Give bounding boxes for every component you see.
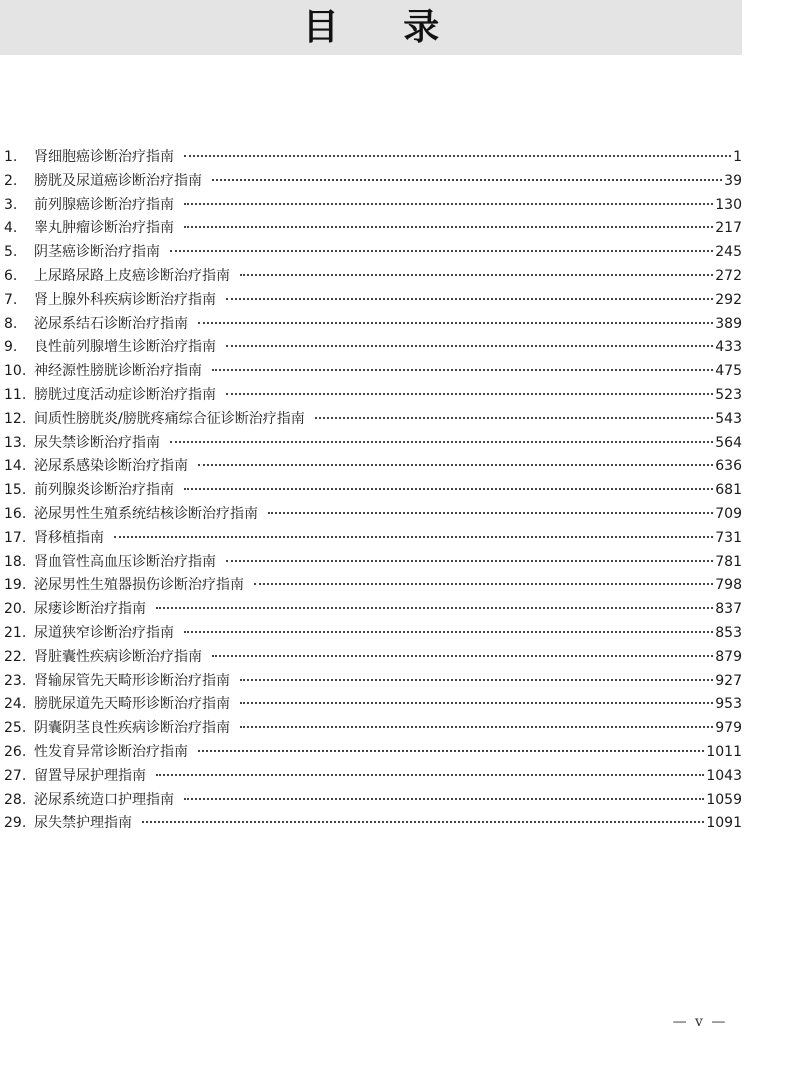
toc-dot-leader <box>240 702 713 704</box>
toc-entry[interactable] <box>0 265 742 289</box>
toc-entry[interactable] <box>0 527 742 551</box>
toc-dot-leader <box>184 155 731 157</box>
toc-entry-title: 泌尿男性生殖器损伤诊断治疗指南 <box>34 577 244 594</box>
toc-entry-number: 4. <box>4 220 18 237</box>
toc-entry-page: 781 <box>715 553 742 570</box>
toc-entry[interactable] <box>0 289 742 313</box>
toc-entry-number: 9. <box>4 339 18 356</box>
toc-entry[interactable] <box>0 789 742 813</box>
toc-entry[interactable] <box>0 765 742 789</box>
toc-entry[interactable] <box>0 146 742 170</box>
toc-entry-page: 1043 <box>706 767 742 784</box>
toc-dot-leader <box>315 417 714 419</box>
toc-dot-leader <box>226 560 713 562</box>
toc-dot-leader <box>212 179 722 181</box>
toc-entry-number: 22. <box>4 648 27 665</box>
toc-entry-title: 阴茎癌诊断治疗指南 <box>34 244 160 261</box>
toc-entry-number: 6. <box>4 267 18 284</box>
toc-entry-number: 19. <box>4 577 27 594</box>
toc-entry-page: 731 <box>715 529 742 546</box>
toc-entry-page: 292 <box>715 291 742 308</box>
toc-dot-leader <box>268 512 713 514</box>
toc-entry[interactable] <box>0 313 742 337</box>
toc-entry-title: 前列腺炎诊断治疗指南 <box>34 482 174 499</box>
toc-dot-leader <box>156 774 704 776</box>
toc-entry-number: 26. <box>4 743 27 760</box>
table-of-contents <box>0 146 742 836</box>
toc-entry-page: 879 <box>715 648 742 665</box>
toc-entry-title: 肾血管性高血压诊断治疗指南 <box>34 553 216 570</box>
toc-entry-page: 217 <box>715 220 742 237</box>
toc-entry[interactable] <box>0 551 742 575</box>
toc-entry[interactable] <box>0 812 742 836</box>
toc-entry-number: 13. <box>4 434 27 451</box>
toc-entry-number: 29. <box>4 815 27 832</box>
toc-entry-title: 睾丸肿瘤诊断治疗指南 <box>34 220 174 237</box>
toc-entry[interactable] <box>0 598 742 622</box>
toc-entry-title: 良性前列腺增生诊断治疗指南 <box>34 339 216 356</box>
toc-entry-page: 979 <box>715 720 742 737</box>
toc-entry[interactable] <box>0 646 742 670</box>
toc-entry-page: 130 <box>715 196 742 213</box>
toc-entry-page: 1 <box>733 149 742 165</box>
toc-entry-number: 25. <box>4 720 27 737</box>
toc-entry-title: 膀胱尿道先天畸形诊断治疗指南 <box>34 696 230 713</box>
toc-entry[interactable] <box>0 432 742 456</box>
toc-entry-title: 留置导尿护理指南 <box>34 767 146 784</box>
toc-entry-number: 21. <box>4 624 27 641</box>
toc-entry[interactable] <box>0 360 742 384</box>
toc-dot-leader <box>240 726 713 728</box>
toc-dot-leader <box>240 679 713 681</box>
toc-entry-page: 709 <box>715 505 742 522</box>
toc-entry-title: 前列腺癌诊断治疗指南 <box>34 196 174 213</box>
page-title: 目 录 <box>302 6 466 48</box>
toc-entry[interactable] <box>0 503 742 527</box>
toc-entry-title: 肾上腺外科疾病诊断治疗指南 <box>34 291 216 308</box>
toc-entry[interactable] <box>0 384 742 408</box>
toc-dot-leader <box>198 322 713 324</box>
toc-entry-number: 28. <box>4 791 27 808</box>
toc-entry-title: 尿失禁诊断治疗指南 <box>34 434 160 451</box>
toc-entry[interactable] <box>0 455 742 479</box>
toc-dot-leader <box>184 798 704 800</box>
toc-entry-title: 膀胱过度活动症诊断治疗指南 <box>34 386 216 403</box>
toc-entry-title: 尿道狭窄诊断治疗指南 <box>34 624 174 641</box>
toc-entry-number: 16. <box>4 505 27 522</box>
toc-entry-page: 636 <box>715 458 742 475</box>
toc-entry-page: 953 <box>715 696 742 713</box>
toc-dot-leader <box>254 583 713 585</box>
toc-dot-leader <box>212 369 713 371</box>
toc-entry[interactable] <box>0 170 742 194</box>
toc-dot-leader <box>184 203 713 205</box>
toc-entry-title: 肾移植指南 <box>34 529 104 546</box>
toc-entry-page: 798 <box>715 577 742 594</box>
toc-entry-page: 837 <box>715 601 742 618</box>
toc-entry-number: 17. <box>4 529 27 546</box>
toc-entry-number: 7. <box>4 291 18 308</box>
toc-entry-number: 20. <box>4 601 27 618</box>
toc-dot-leader <box>184 226 713 228</box>
toc-entry-title: 上尿路尿路上皮癌诊断治疗指南 <box>34 267 230 284</box>
toc-entry[interactable] <box>0 336 742 360</box>
toc-dot-leader <box>184 631 713 633</box>
toc-entry-number: 3. <box>4 196 18 213</box>
toc-entry[interactable] <box>0 670 742 694</box>
toc-entry-title: 膀胱及尿道癌诊断治疗指南 <box>34 172 202 189</box>
toc-entry-page: 564 <box>715 434 742 451</box>
toc-dot-leader <box>226 345 713 347</box>
toc-entry-number: 23. <box>4 672 27 689</box>
toc-entry-number: 5. <box>4 244 18 261</box>
toc-dot-leader <box>240 274 713 276</box>
toc-entry-page: 543 <box>715 410 742 427</box>
toc-entry-number: 12. <box>4 410 27 427</box>
toc-entry-page: 1059 <box>706 791 742 808</box>
toc-entry[interactable] <box>0 241 742 265</box>
toc-entry[interactable] <box>0 217 742 241</box>
toc-entry-page: 475 <box>715 363 742 380</box>
toc-entry-title: 神经源性膀胱诊断治疗指南 <box>34 363 202 380</box>
toc-entry-title: 尿瘘诊断治疗指南 <box>34 601 146 618</box>
toc-entry[interactable] <box>0 479 742 503</box>
toc-dot-leader <box>198 464 713 466</box>
toc-entry-title: 泌尿男性生殖系统结核诊断治疗指南 <box>34 505 258 522</box>
toc-entry-number: 2. <box>4 172 18 189</box>
toc-entry-page: 272 <box>715 267 742 284</box>
toc-entry-title: 泌尿系感染诊断治疗指南 <box>34 458 188 475</box>
toc-entry[interactable] <box>0 194 742 218</box>
toc-entry-page: 681 <box>715 482 742 499</box>
toc-entry-number: 1. <box>4 149 18 165</box>
toc-entry-page: 1011 <box>706 743 742 760</box>
toc-entry-page: 433 <box>715 339 742 356</box>
toc-entry[interactable] <box>0 693 742 717</box>
toc-entry-title: 肾细胞癌诊断治疗指南 <box>34 149 174 165</box>
toc-entry-number: 18. <box>4 553 27 570</box>
toc-entry-number: 11. <box>4 386 27 403</box>
toc-entry[interactable] <box>0 622 742 646</box>
toc-entry-page: 245 <box>715 244 742 261</box>
toc-entry[interactable] <box>0 741 742 765</box>
toc-entry-number: 27. <box>4 767 27 784</box>
toc-entry-number: 24. <box>4 696 27 713</box>
toc-entry-title: 阴囊阴茎良性疾病诊断治疗指南 <box>34 720 230 737</box>
toc-entry-title: 性发育异常诊断治疗指南 <box>34 743 188 760</box>
page-number: — v — <box>672 1014 728 1030</box>
toc-entry-page: 853 <box>715 624 742 641</box>
toc-entry-title: 肾输尿管先天畸形诊断治疗指南 <box>34 672 230 689</box>
toc-dot-leader <box>212 655 713 657</box>
toc-dot-leader <box>114 536 713 538</box>
toc-entry-title: 尿失禁护理指南 <box>34 815 132 832</box>
toc-dot-leader <box>226 298 713 300</box>
toc-dot-leader <box>170 250 713 252</box>
toc-entry-number: 14. <box>4 458 27 475</box>
toc-entry-title: 泌尿系统造口护理指南 <box>34 791 174 808</box>
toc-entry-page: 523 <box>715 386 742 403</box>
toc-entry-page: 39 <box>724 172 742 189</box>
toc-entry-title: 间质性膀胱炎/膀胱疼痛综合征诊断治疗指南 <box>34 410 305 427</box>
toc-entry-number: 10. <box>4 363 27 380</box>
toc-dot-leader <box>198 750 704 752</box>
toc-entry-page: 389 <box>715 315 742 332</box>
toc-dot-leader <box>184 488 713 490</box>
toc-dot-leader <box>170 441 713 443</box>
toc-entry[interactable] <box>0 717 742 741</box>
toc-entry-page: 1091 <box>706 815 742 832</box>
toc-entry-number: 15. <box>4 482 27 499</box>
toc-entry-number: 8. <box>4 315 18 332</box>
toc-entry[interactable] <box>0 408 742 432</box>
toc-dot-leader <box>142 821 704 823</box>
toc-entry-title: 泌尿系结石诊断治疗指南 <box>34 315 188 332</box>
toc-entry[interactable] <box>0 574 742 598</box>
toc-dot-leader <box>156 607 713 609</box>
toc-entry-page: 927 <box>715 672 742 689</box>
toc-dot-leader <box>226 393 713 395</box>
toc-entry-title: 肾脏囊性疾病诊断治疗指南 <box>34 648 202 665</box>
